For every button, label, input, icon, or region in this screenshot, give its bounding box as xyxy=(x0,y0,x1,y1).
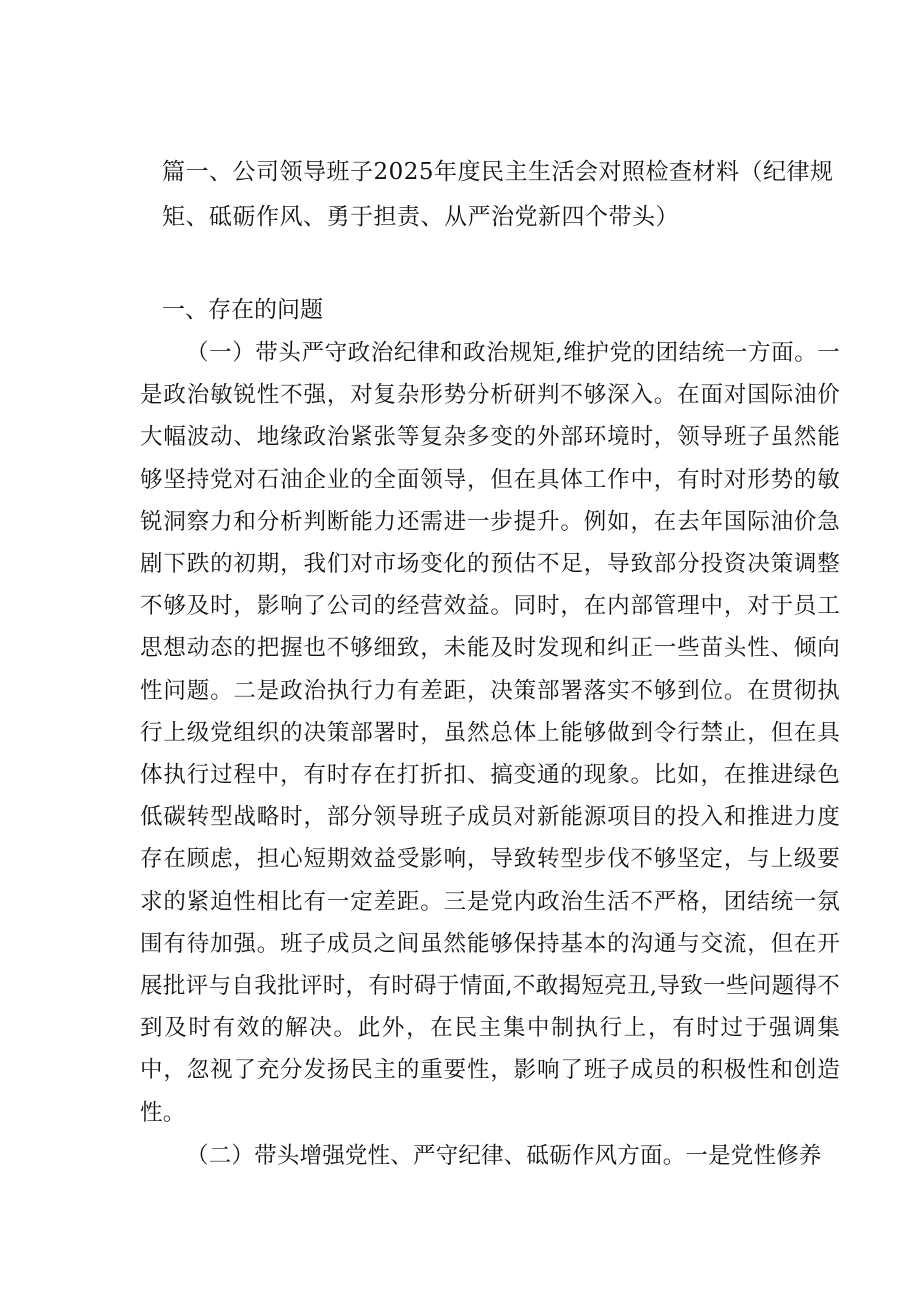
paragraph-1: （一）带头严守政治纪律和政治规矩,维护党的团结统一方面。一是政治敏锐性不强，对复杂形势分析研判不够深入。在面对国际油价大幅波动、地缘政治紧张等复杂多变的外部环境时，领导班子虽然能够坚持党对石油企业的全面领导，但在具体工作中，有时对形势的敏锐洞察力和分析判断能力还需进一步提升。例如，在去年国际油价急剧下跌的初期，我们对市场变化的预估不足，导致部分投资决策调整不够及时，影响了公司的经营效益。同时，在内部管理中，对于员工思想动态的把握也不够细致，未能及时发现和纠正一些苗头性、倾向性问题。二是政治执行力有差距，决策部署落实不够到位。在贯彻执行上级党组织的决策部署时，虽然总体上能够做到令行禁止，但在具体执行过程中，有时存在打折扣、搞变通的现象。比如，在推进绿色低碳转型战略时，部分领导班子成员对新能源项目的投入和推进力度存在顾虑，担心短期效益受影响，导致转型步伐不够坚定，与上级要求的紧迫性相比有一定差距。三是党内政治生活不严格，团结统一氛围有待加强。班子成员之间虽然能够保持基本的沟通与交流，但在开展批评与自我批评时，有时碍于情面,不敢揭短亮丑,导致一些问题得不到及时有效的解决。此外，在民主集中制执行上，有时过于强调集中，忽视了充分发扬民主的重要性，影响了班子成员的积极性和创造性。 xyxy=(140,340,840,1126)
section-heading: 一、存在的问题 xyxy=(162,297,323,323)
document-title: 篇一、公司领导班子2025年度民主生活会对照检查材料（纪律规矩、砥砺作风、勇于担责、从严治党新四个带头） xyxy=(162,159,834,230)
paragraph-2: （二）带头增强党性、严守纪律、砥砺作风方面。一是党性修养 xyxy=(186,1143,822,1169)
